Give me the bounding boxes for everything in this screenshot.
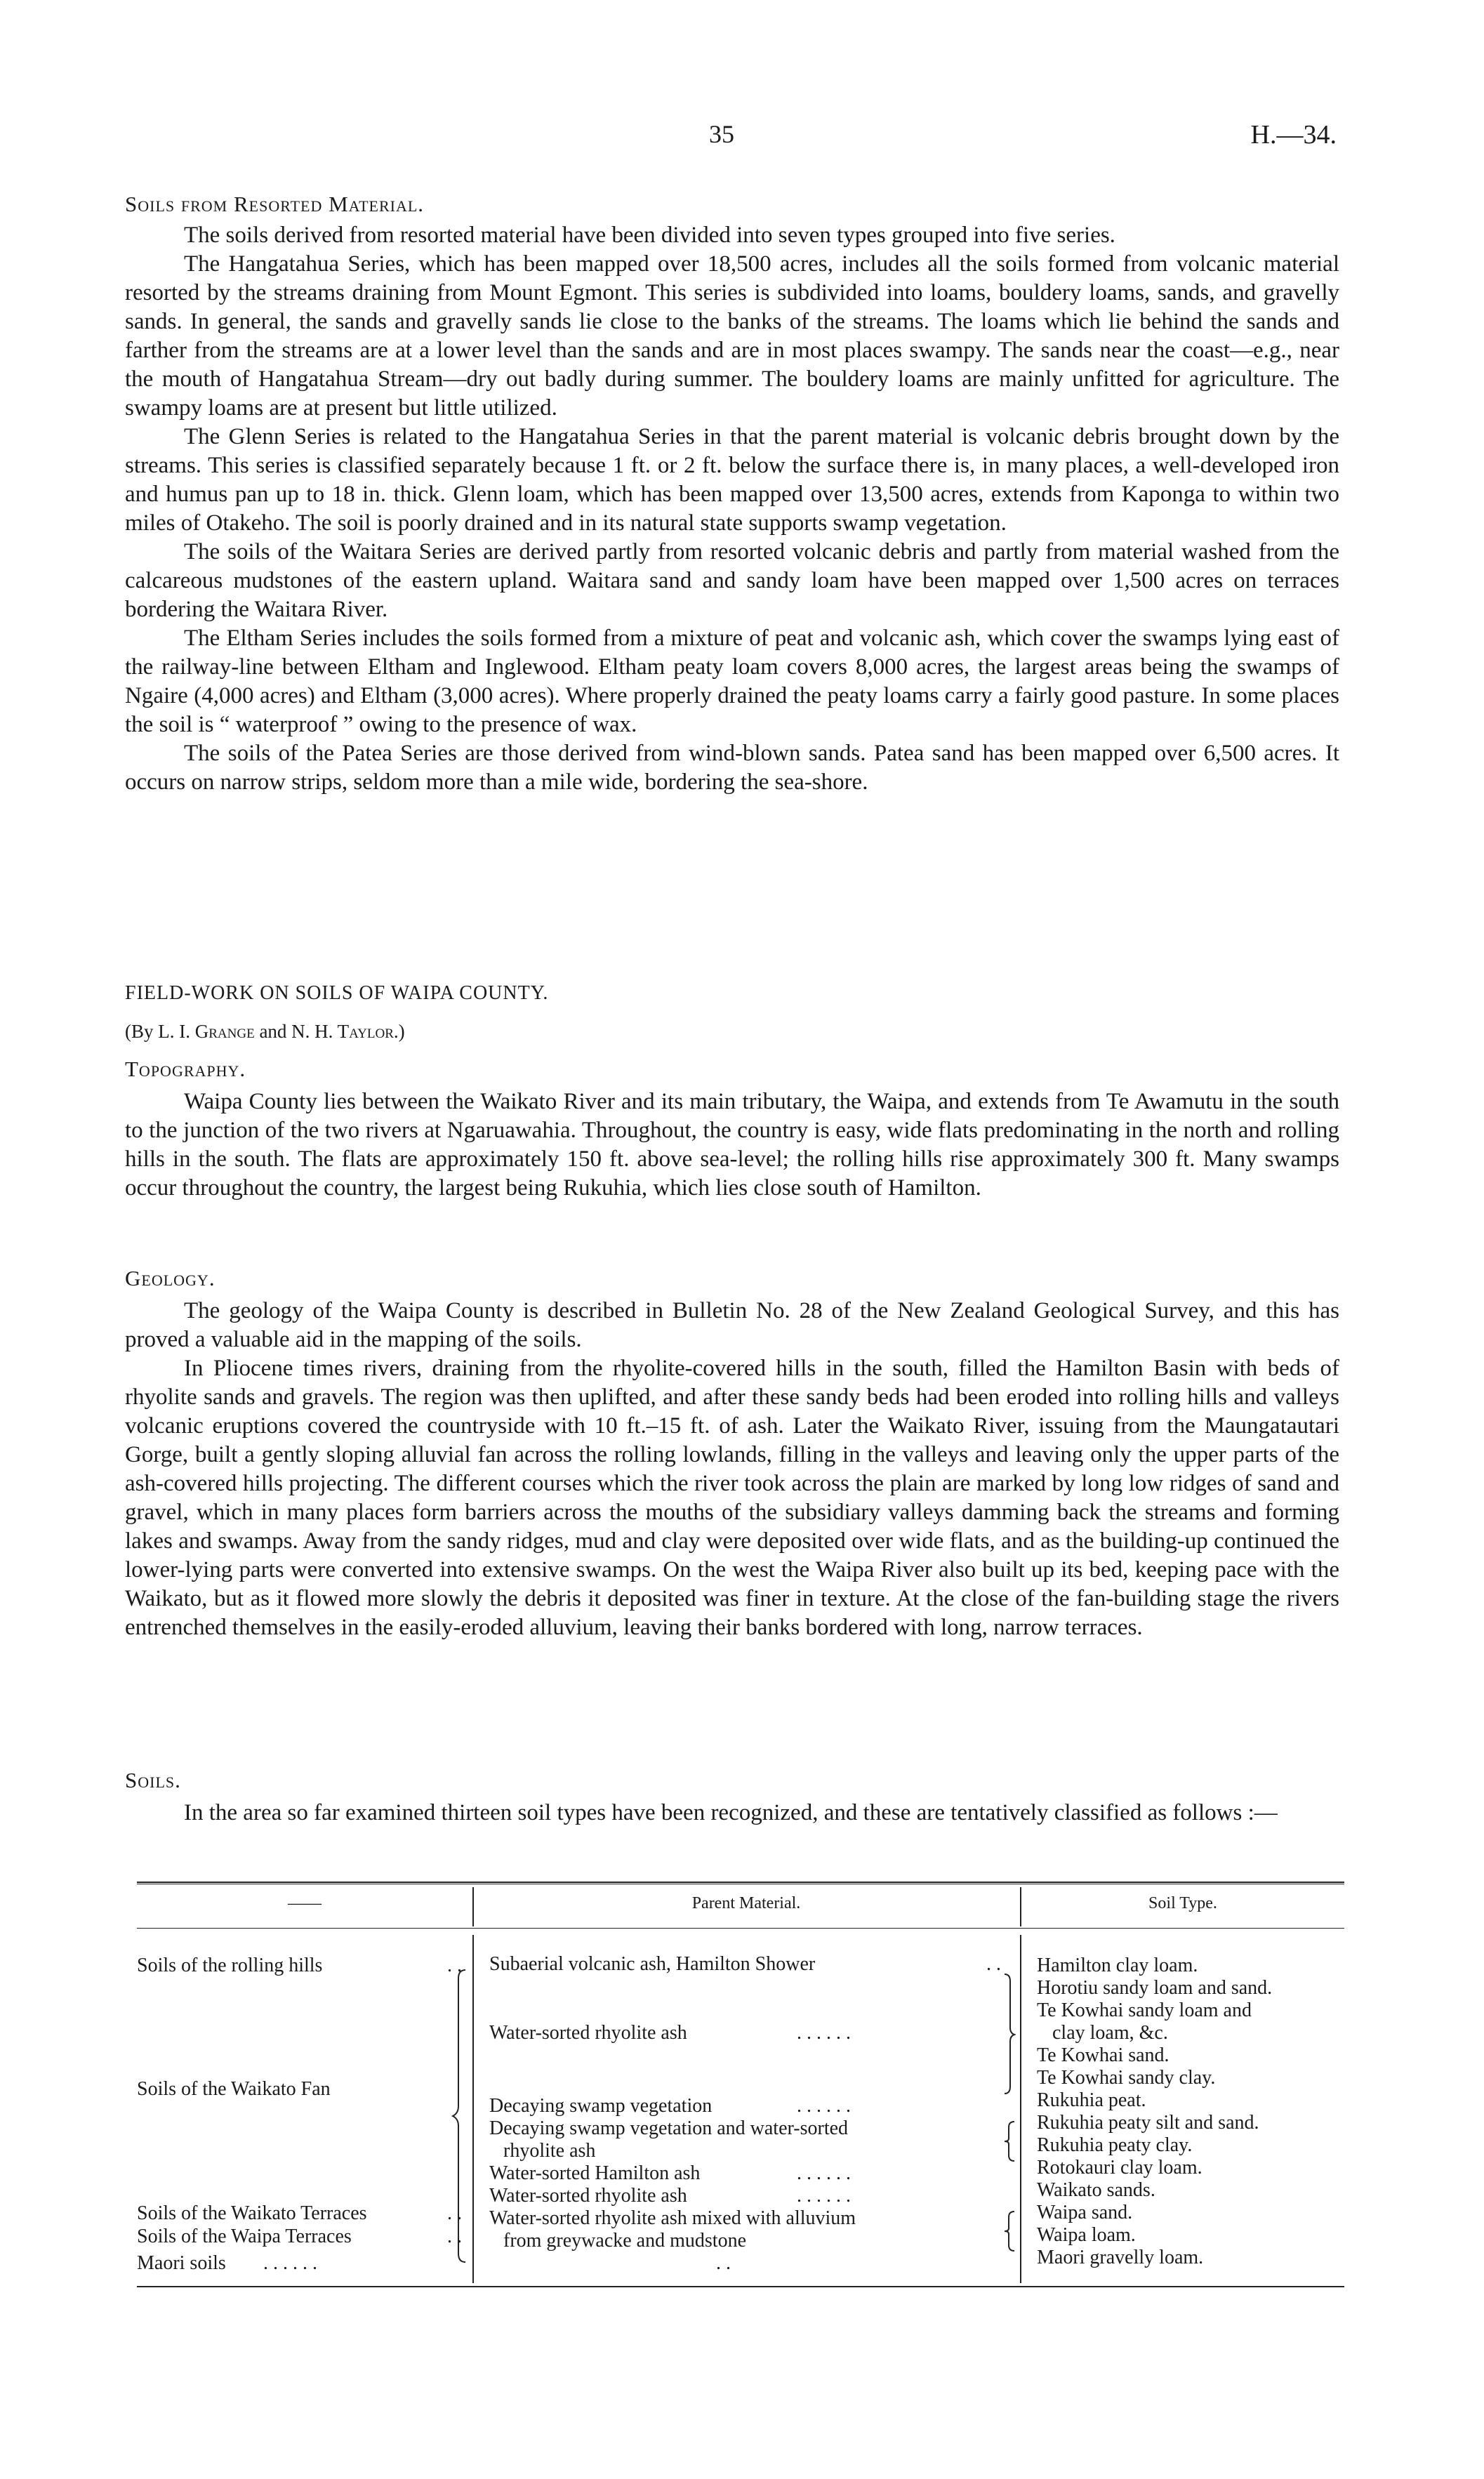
section-geology — [125, 1264, 1339, 1642]
byline-prefix: (By — [125, 1021, 159, 1042]
column-divider — [1020, 1935, 1021, 2283]
section-soils — [125, 1766, 1339, 1827]
parent-material: Water-sorted rhyolite ash mixed with alluvium — [489, 2207, 856, 2229]
soil-type: Te Kowhai sandy clay. — [1037, 2067, 1216, 2089]
soil-type: Waipa loam. — [1037, 2224, 1136, 2246]
brace-icon — [1002, 2210, 1016, 2252]
soil-type: Maori gravelly loam. — [1037, 2247, 1204, 2268]
paragraph: In Pliocene times rivers, draining from the rhyolite-covered hills in the south, filled the Hamilton Basin with beds of rhyolite sands and gravels. The region was then uplifted, and after these sandy beds had been eroded into rolling hills and valleys volcanic eruptions covered the countryside with 10 ft.–15 ft. of ash. Later the Waikato River, issuing from the Maungatautari Gorge, built a gently sloping alluvial fan across the rolling lowlands, filling in the valleys and leaving only the upper parts of the ash-covered hills projecting. The different courses which the river took across the plain are marked by long low ridges of sand and gravel, which in many places form barriers across the mouths of the subsidiary valleys damming back the streams and forming lakes and swamps. Away from the sandy ridges, mud and clay were deposited over wide flats, and as the building-up continued the lower-lying parts were converted into extensive swamps. On the west the Waipa River also built up its bed, keeping pace with the Waikato, but as it flowed more slowly the debris it deposited was finer in texture. At the close of the fan-building stage the rivers entrenched themselves in the easily-eroded alluvium, leaving their banks bordered with long, narrow terraces. — [125, 1356, 1339, 1640]
leader-dots: . . — [447, 2226, 462, 2247]
soil-group-label: Maori soils — [137, 2252, 226, 2274]
brace-icon — [1002, 2120, 1016, 2162]
soil-type: Hamilton clay loam. — [1037, 1955, 1198, 1976]
brace-icon — [451, 1969, 468, 2263]
paragraph: The soils of the Waitara Series are derived partly from resorted volcanic debris and partly from material washed from the calcareous mudstones of the eastern upland. Waitara sand and sandy loam have been mapped over 1,500 acres on terraces bordering the Waitara River. — [125, 539, 1339, 622]
table-top-rule — [137, 1882, 1344, 1883]
page-number: 35 — [709, 120, 734, 148]
header-rule — [137, 1928, 1344, 1929]
soil-type: Rukuhia peat. — [1037, 2089, 1146, 2111]
parent-material: Water-sorted Hamilton ash — [489, 2162, 701, 2184]
topography-heading: Topography. — [125, 1057, 246, 1081]
paragraph: The soils derived from resorted material have been divided into seven types grouped into five series. — [184, 223, 1115, 248]
leader-dots: . . . . . . — [797, 2095, 851, 2117]
soil-type: Rukuhia peaty silt and sand. — [1037, 2112, 1259, 2134]
author-name: L. I. Grange — [158, 1021, 255, 1042]
parent-material: Water-sorted rhyolite ash — [489, 2022, 687, 2044]
document-code: H.—34. — [1250, 120, 1337, 150]
parent-material: Decaying swamp vegetation and water-sorted — [489, 2117, 849, 2139]
header-soil-type: Soil Type. — [1148, 1894, 1217, 1912]
table-bottom-rule — [137, 2286, 1344, 2287]
soil-type: Rukuhia peaty clay. — [1037, 2134, 1193, 2156]
header-col-1: —— — [288, 1894, 322, 1912]
soil-group-label: Soils of the Waipa Terraces — [137, 2226, 352, 2247]
paragraph: The Glenn Series is related to the Hangatahua Series in that the parent material is volcanic debris brought down by the streams. This series is classified separately because 1 ft. or 2 ft. below the surface there is, in many places, a well-developed iron and humus pan up to 18 in. thick. Glenn loam, which has been mapped over 13,500 acres, extends from Kaponga to within two miles of Otakeho. The soil is poorly drained and in its natural state supports swamp vegetation. — [125, 424, 1339, 536]
column-divider — [472, 1935, 474, 2283]
byline-and: and — [254, 1021, 292, 1042]
parent-material: rhyolite ash — [503, 2140, 596, 2162]
paragraph: In the area so far examined thirteen soil types have been recognized, and these are tentatively classified as follows :— — [184, 1800, 1278, 1825]
paragraph: The soils of the Patea Series are those derived from wind-blown sands. Patea sand has been mapped over 6,500 acres. It occurs on narrow strips, seldom more than a mile wide, bordering the sea-shore. — [125, 741, 1339, 795]
soil-type: Te Kowhai sandy loam and — [1037, 1999, 1252, 2021]
byline-suffix: .) — [393, 1021, 405, 1042]
header-parent-material: Parent Material. — [691, 1894, 801, 1912]
leader-dots: . . — [986, 1953, 1001, 1975]
parent-material: Decaying swamp vegetation — [489, 2095, 713, 2117]
paragraph: The Eltham Series includes the soils formed from a mixture of peat and volcanic ash, which cover the swamps lying east of the railway-line between Eltham and Inglewood. Eltham peaty loam covers 8,000 acres, the largest areas being the swamps of Ngaire (4,000 acres) and Eltham (3,000 acres). Where properly drained the peaty loams carry a fairly good pasture. In some places the soil is “ waterproof ” owing to the presence of wax. — [125, 626, 1339, 737]
paragraph: The Hangatahua Series, which has been mapped over 18,500 acres, includes all the soils formed from volcanic material resorted by the streams draining from Mount Egmont. This series is subdivided into loams, bouldery loams, sands, and gravelly sands. In general, the sands and gravelly sands lie close to the banks of the streams. The loams which lie behind the sands and farther from the streams are at a lower level than the sands and are in most places swampy. The sands near the coast—e.g., near the mouth of Hangatahua Stream—dry out badly during summer. The bouldery loams are mainly unfitted for agriculture. The swampy loams are at present but little utilized. — [125, 251, 1339, 421]
geology-heading: Geology. — [125, 1266, 216, 1290]
parent-material: from greywacke and mudstone — [503, 2230, 746, 2252]
author-name: N. H. Taylor — [291, 1021, 394, 1042]
leader-dots: . . . . . . — [263, 2252, 317, 2274]
leader-dots: . . — [716, 2252, 731, 2274]
leader-dots: . . . . . . — [797, 2185, 851, 2207]
section-fieldwork — [125, 979, 1339, 1203]
paragraph: Waipa County lies between the Waikato River and its main tributary, the Waipa, and extends from Te Awamutu in the south to the junction of the two rivers at Ngaruawahia. Throughout, the country is easy, wide flats predominating in the north and rolling hills in the south. The flats are approximately 150 ft. above sea-level; the rolling hills rise approximately 300 ft. Many swamps occur throughout the country, the largest being Rukuhia, which lies close south of Hamilton. — [125, 1089, 1339, 1201]
leader-dots: . . — [447, 1955, 462, 1976]
paragraph: The geology of the Waipa County is described in Bulletin No. 28 of the New Zealand Geological Survey, and this has proved a valuable aid in the mapping of the soils. — [125, 1298, 1339, 1352]
brace-icon — [1002, 1973, 1016, 2095]
parent-material: Subaerial volcanic ash, Hamilton Shower — [489, 1953, 816, 1975]
soil-group-label: Soils of the rolling hills — [137, 1955, 323, 1976]
soil-type: Waipa sand. — [1037, 2202, 1133, 2223]
fieldwork-heading: FIELD-WORK ON SOILS OF WAIPA COUNTY. — [125, 982, 549, 1004]
parent-material: Water-sorted rhyolite ash — [489, 2185, 687, 2207]
soil-type: Waikato sands. — [1037, 2179, 1155, 2201]
soil-type: Horotiu sandy loam and sand. — [1037, 1977, 1273, 1999]
leader-dots: . . — [447, 2202, 462, 2224]
section-heading: Soils from Resorted Material. — [125, 192, 425, 216]
soil-type: clay loam, &c. — [1052, 2022, 1168, 2044]
soil-group-label: Soils of the Waikato Fan — [137, 2078, 331, 2100]
soil-type: Rotokauri clay loam. — [1037, 2157, 1203, 2179]
leader-dots: . . . . . . — [797, 2162, 851, 2184]
leader-dots: . . . . . . — [797, 2022, 851, 2044]
soils-heading: Soils. — [125, 1768, 181, 1792]
byline — [125, 1017, 1339, 1046]
section-resorted-material — [125, 190, 1339, 797]
soil-group-label: Soils of the Waikato Terraces — [137, 2202, 367, 2224]
soil-type: Te Kowhai sand. — [1037, 2044, 1170, 2066]
